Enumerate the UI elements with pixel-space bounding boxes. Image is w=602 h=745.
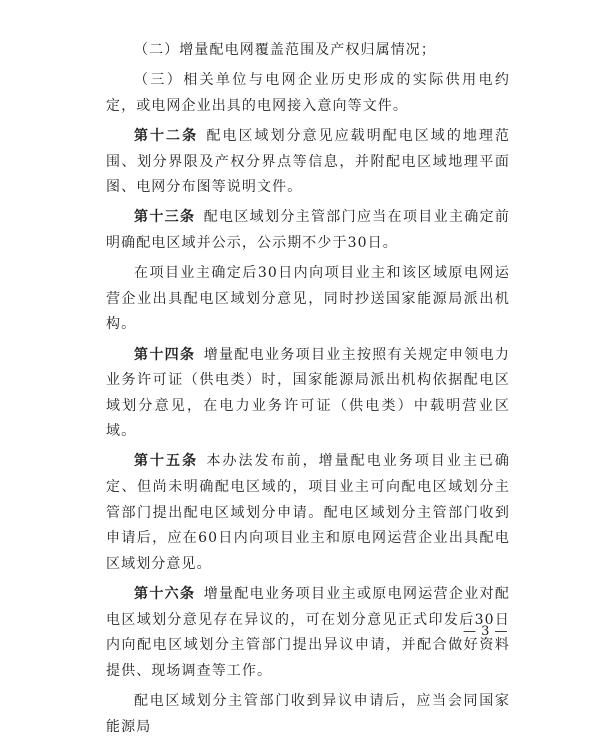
article-16-paragraph	[106, 582, 510, 684]
page-number: — 3 —	[463, 624, 509, 639]
article-12-paragraph	[106, 124, 510, 201]
clause-2-paragraph	[106, 38, 510, 64]
article-13-paragraph	[106, 205, 510, 256]
paragraph-text: 在项目业主确定后30日内向项目业主和该区域原电网运营企业出具配电区域划分意见，同时抄送国家能源局派出机构。	[106, 265, 510, 333]
article-number: 第十六条	[134, 586, 196, 603]
paragraph-text: 配电区域划分主管部门应当在项目业主确定前明确配电区域并公示，公示期不少于30日。	[106, 209, 510, 251]
article-16-continuation-paragraph	[106, 689, 510, 740]
paragraph-text: （二）增量配电网覆盖范围及产权归属情况；	[134, 42, 436, 58]
article-number: 第十四条	[134, 346, 196, 363]
paragraph-text: 本办法发布前，增量配电业务项目业主已确定、但尚未明确配电区域的，项目业主可向配电区域划分主管部门提出配电区域划分申请。配电区域划分主管部门收到申请后，应在60日内向项目业主和原电网运营企业出具配电区域划分意见。	[106, 453, 510, 572]
paragraph-text: 增量配电业务项目业主按照有关规定申领电力业务许可证（供电类）时，国家能源局派出机构依据配电区域划分意见，在电力业务许可证（供电类）中载明营业区域。	[106, 346, 510, 440]
article-15-paragraph	[106, 449, 510, 577]
paragraph-text: （三）相关单位与电网企业历史形成的实际供用电约定，或电网企业出具的电网接入意向等文件。	[106, 72, 510, 114]
article-number: 第十五条	[134, 453, 199, 470]
clause-3-paragraph	[106, 68, 510, 119]
article-number: 第十三条	[134, 209, 196, 226]
article-number: 第十二条	[134, 127, 199, 144]
document-body	[106, 38, 510, 745]
paragraph-text: 配电区域划分主管部门收到异议申请后，应当会同国家能源局	[106, 693, 510, 735]
paragraph-text: 配电区域划分意见应载明配电区域的地理范围、划分界限及产权分界点等信息，并附配电区域地理平面图、电网分布图等说明文件。	[106, 127, 510, 196]
article-13-continuation-paragraph	[106, 261, 510, 338]
article-14-paragraph	[106, 343, 510, 445]
paragraph-text: 增量配电业务项目业主或原电网运营企业对配电区域划分意见存在异议的，可在划分意见正式印发后30日内向配电区域划分主管部门提出异议申请，并配合做好资料提供、现场调查等工作。	[106, 586, 510, 679]
